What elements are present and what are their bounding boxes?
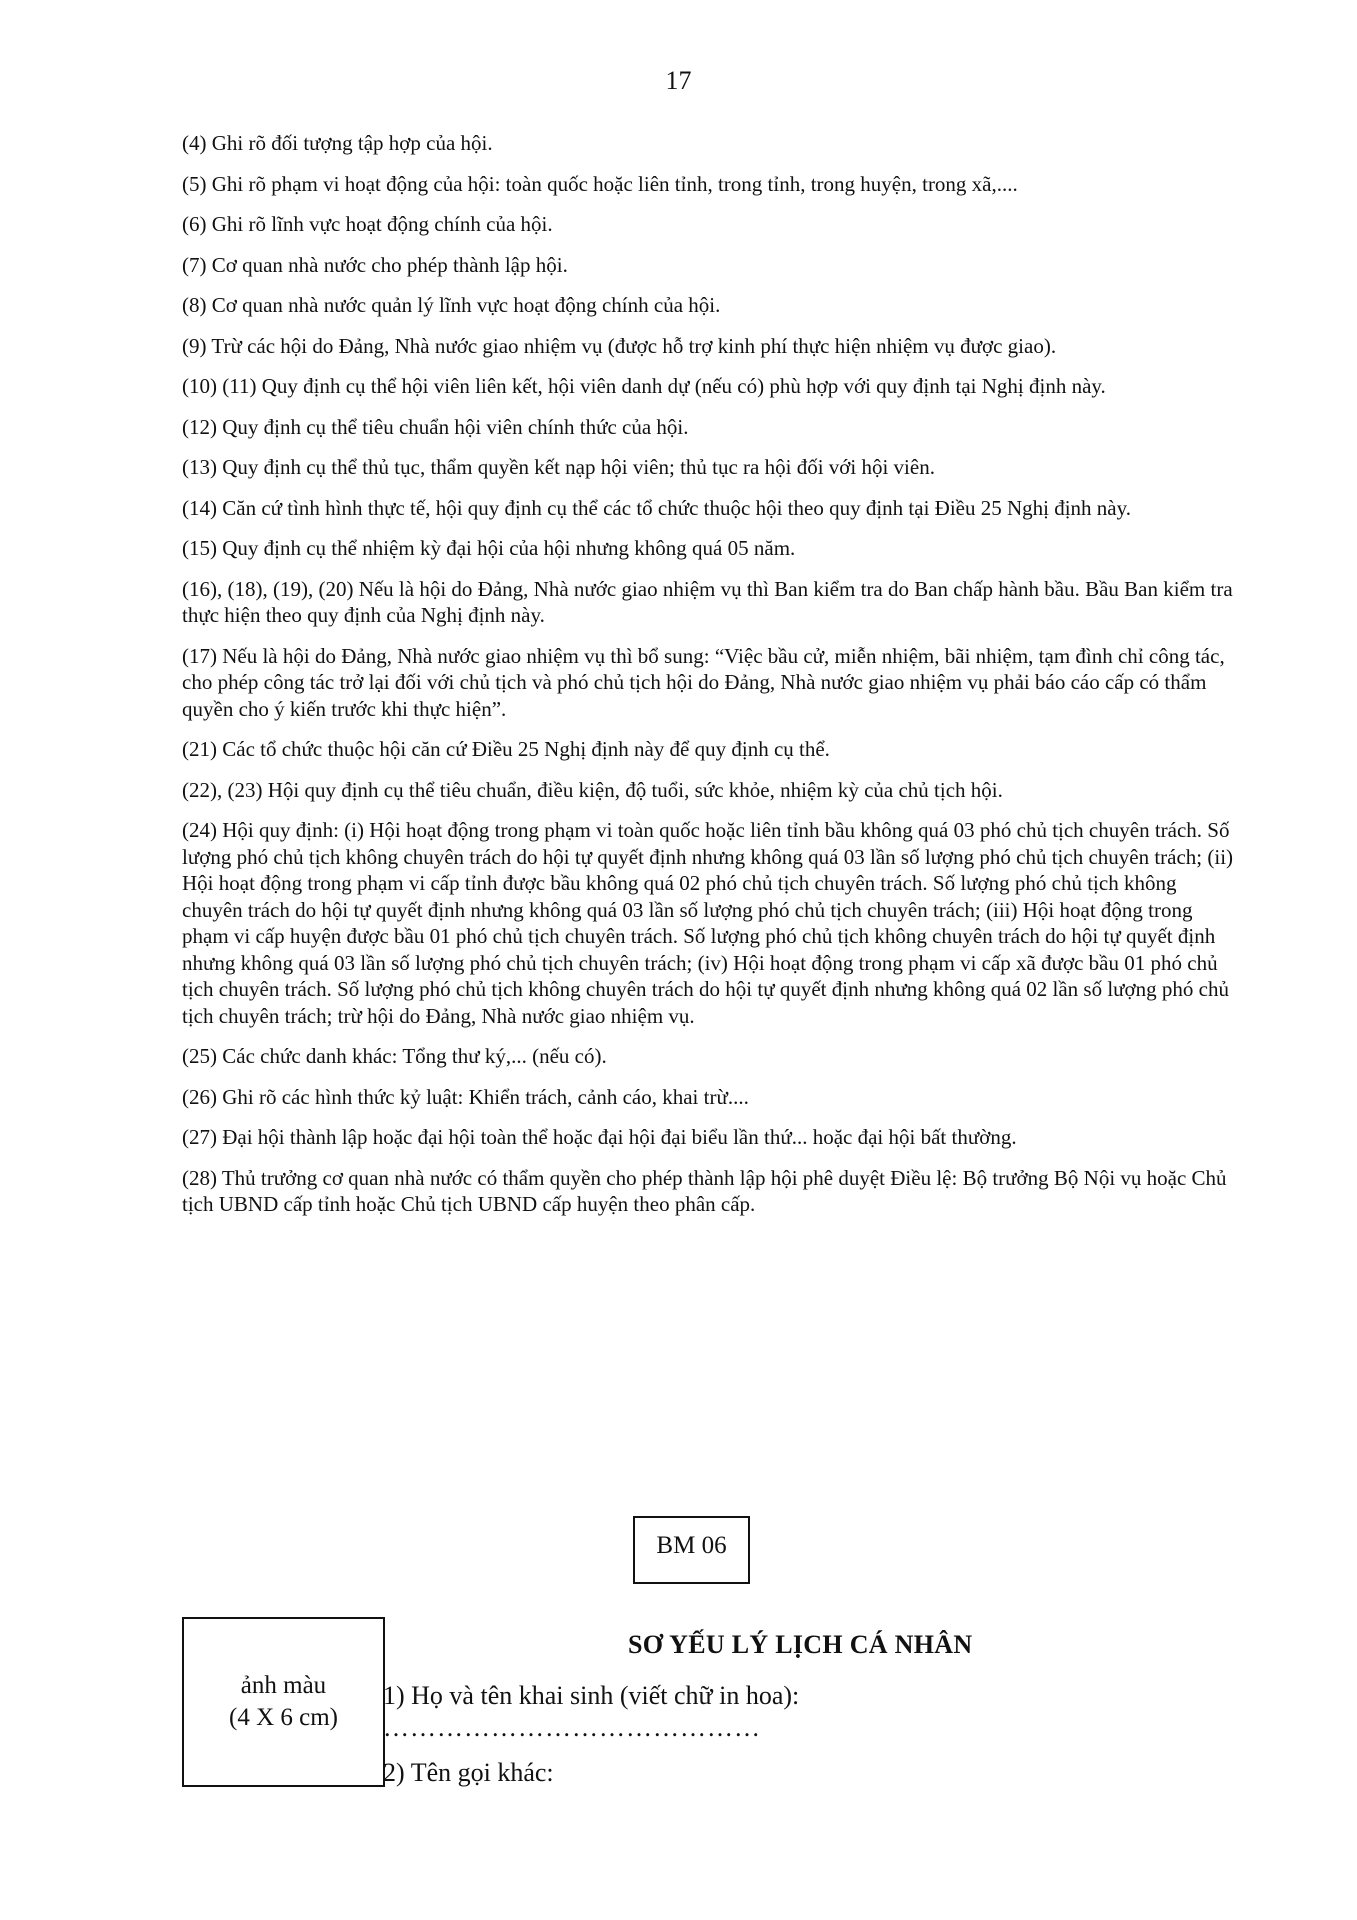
footnote-14: (14) Căn cứ tình hình thực tế, hội quy định cụ thể các tổ chức thuộc hội theo quy định tại Điều 25 Nghị định này. bbox=[182, 495, 1132, 520]
footnote-21: (21) Các tổ chức thuộc hội căn cứ Điều 25 Nghị định này để quy định cụ thể. bbox=[182, 737, 830, 761]
footnote-13: (13) Quy định cụ thể thủ tục, thẩm quyền kết nạp hội viên; thủ tục ra hội đối với hội viên. bbox=[182, 455, 935, 479]
photo-placeholder bbox=[182, 1617, 385, 1787]
footnote-25: (25) Các chức danh khác: Tổng thư ký,... (nếu có). bbox=[182, 1044, 607, 1068]
footnote-6: (6) Ghi rõ lĩnh vực hoạt động chính của hội. bbox=[182, 212, 553, 236]
footnote-22-23: (22), (23) Hội quy định cụ thể tiêu chuẩn, điều kiện, độ tuổi, sức khỏe, nhiệm kỳ của chủ tịch hội. bbox=[182, 777, 1003, 802]
footnote-26: (26) Ghi rõ các hình thức kỷ luật: Khiển trách, cảnh cáo, khai trừ.... bbox=[182, 1084, 749, 1109]
field-birth-name-blank: …………………………………… bbox=[383, 1713, 761, 1742]
footnote-7: (7) Cơ quan nhà nước cho phép thành lập hội. bbox=[182, 252, 568, 277]
footnote-15: (15) Quy định cụ thể nhiệm kỳ đại hội của hội nhưng không quá 05 năm. bbox=[182, 536, 796, 560]
footnote-24: (24) Hội quy định: (i) Hội hoạt động trong phạm vi toàn quốc hoặc liên tỉnh bầu không quá 03 phó chủ tịch chuyên trách. Số lượng phó chủ tịch không chuyên trách do hội tự quyết định nhưng không quá 03 lần số lượng phó chủ tịch chuyên trách; (ii) Hội hoạt động trong phạm vi cấp tỉnh được bầu không quá 02 phó chủ tịch chuyên trách. Số lượng phó chủ tịch không chuyên trách do hội tự quyết định nhưng không quá 03 lần số lượng phó chủ tịch chuyên trách; (iii) Hội hoạt động trong phạm vi cấp huyện được bầu 01 phó chủ tịch chuyên trách. Số lượng phó chủ tịch không chuyên trách do hội tự quyết định nhưng không quá 03 lần số lượng phó chủ tịch chuyên trách; (iv) Hội hoạt động trong phạm vi cấp xã được bầu 01 phó chủ tịch chuyên trách. Số lượng phó chủ tịch không chuyên trách do hội tự quyết định nhưng không quá 02 lần số lượng phó chủ tịch chuyên trách; trừ hội do Đảng, Nhà nước giao nhiệm vụ. bbox=[182, 818, 1234, 1028]
photo-label: ảnh màu bbox=[240, 1672, 327, 1699]
photo-size-label: (4 X 6 cm) bbox=[229, 1704, 338, 1731]
footnote-4: (4) Ghi rõ đối tượng tập hợp của hội. bbox=[182, 131, 493, 155]
footnote-12: (12) Quy định cụ thể tiêu chuẩn hội viên chính thức của hội. bbox=[182, 414, 689, 439]
footnote-10-11: (10) (11) Quy định cụ thể hội viên liên kết, hội viên danh dự (nếu có) phù hợp với quy định tại Nghị định này. bbox=[182, 374, 1106, 398]
form-code-box: BM 06 bbox=[633, 1516, 750, 1584]
field-birth-name-label: 1) Họ và tên khai sinh (viết chữ in hoa): bbox=[383, 1681, 800, 1710]
footnote-28: (28) Thủ trưởng cơ quan nhà nước có thẩm quyền cho phép thành lập hội phê duyệt Điều lệ: Bộ trưởng Bộ Nội vụ hoặc Chủ tịch UBND cấp tỉnh hoặc Chủ tịch UBND cấp huyện theo phân cấp. bbox=[182, 1165, 1227, 1216]
footnote-17: (17) Nếu là hội do Đảng, Nhà nước giao nhiệm vụ thì bổ sung: “Việc bầu cử, miễn nhiệm, bãi nhiệm, tạm đình chỉ công tác, cho phép công tác trở lại đối với chủ tịch và phó chủ tịch hội do Đảng, Nhà nước giao nhiệm vụ phải báo cáo cấp có thẩm quyền cho ý kiến trước khi thực hiện”. bbox=[182, 643, 1225, 721]
footnote-16-20: (16), (18), (19), (20) Nếu là hội do Đảng, Nhà nước giao nhiệm vụ thì Ban kiểm tra do Ban chấp hành bầu. Bầu Ban kiểm tra thực hiện theo quy định của Nghị định này. bbox=[182, 576, 1233, 627]
field-other-name-label: 2) Tên gọi khác: bbox=[383, 1758, 554, 1787]
page-number: 17 bbox=[665, 66, 692, 95]
footnote-27: (27) Đại hội thành lập hoặc đại hội toàn thể hoặc đại hội đại biểu lần thứ... hoặc đại hội bất thường. bbox=[182, 1125, 1017, 1149]
footnote-5: (5) Ghi rõ phạm vi hoạt động của hội: toàn quốc hoặc liên tỉnh, trong tỉnh, trong huyện, trong xã,.... bbox=[182, 171, 1018, 196]
footnotes-section bbox=[182, 130, 1242, 1232]
footnote-8: (8) Cơ quan nhà nước quản lý lĩnh vực hoạt động chính của hội. bbox=[182, 293, 721, 317]
form-title: SƠ YẾU LÝ LỊCH CÁ NHÂN bbox=[628, 1630, 973, 1659]
footnote-9: (9) Trừ các hội do Đảng, Nhà nước giao nhiệm vụ (được hỗ trợ kinh phí thực hiện nhiệm vụ được giao). bbox=[182, 333, 1057, 358]
